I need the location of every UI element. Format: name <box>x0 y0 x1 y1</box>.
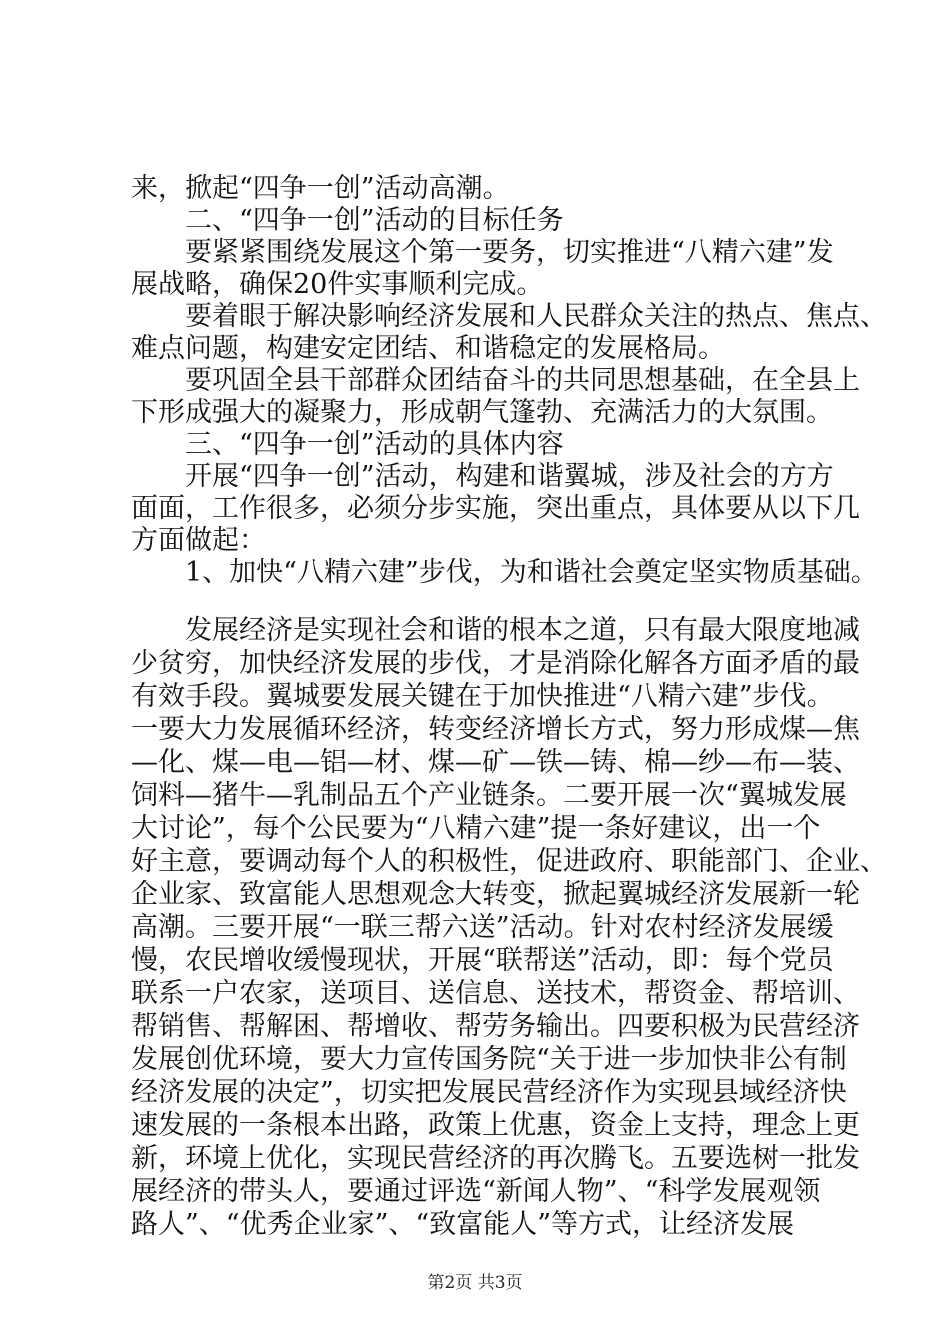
text-line: 展战略，确保20件实事顺利完成。 <box>131 269 544 300</box>
text-line: —化、煤—电—铝—材、煤—矿—铁—铸、棉—纱—布—装、 <box>131 747 860 778</box>
text-line: 下形成强大的凝聚力，形成朝气篷勃、充满活力的大氛围。 <box>131 397 833 428</box>
text-line: 开展“四争一创”活动，构建和谐翼城，涉及社会的方方 <box>131 461 834 492</box>
text-line: 要巩固全县干部群众团结奋斗的共同思想基础，在全县上 <box>131 365 860 396</box>
text-line: 难点问题，构建安定团结、和谐稳定的发展格局。 <box>131 333 725 364</box>
text-line: 面面，工作很多，必须分步实施，突出重点，具体要从以下几 <box>131 493 860 524</box>
section-heading: 三、“四争一创”活动的具体内容 <box>131 429 564 460</box>
text-line: 帮销售、帮解困、帮增收、帮劳务输出。四要积极为民营经济 <box>131 1011 860 1042</box>
text-line: 饲料—猪牛—乳制品五个产业链条。二要开展一次“翼城发展 <box>131 780 847 811</box>
text-line: 好主意，要调动每个人的积极性，促进政府、职能部门、企业、 <box>131 846 887 877</box>
text-line: 一要大力发展循环经济，转变经济增长方式，努力形成煤—焦 <box>131 714 860 745</box>
text-line: 企业家、致富能人思想观念大转变，掀起翼城经济发展新一轮 <box>131 879 860 910</box>
text-line: 新，环境上优化，实现民营经济的再次腾飞。五要选树一批发 <box>131 1143 860 1174</box>
text-line: 要着眼于解决影响经济发展和人民群众关注的热点、焦点、 <box>131 301 887 332</box>
text-line: 高潮。三要开展“一联三帮六送”活动。针对农村经济发展缓 <box>131 912 834 943</box>
text-line: 来，掀起“四争一创”活动高潮。 <box>131 173 510 204</box>
text-line: 速发展的一条根本出路，政策上优惠，资金上支持，理念上更 <box>131 1110 860 1141</box>
text-line: 大讨论”，每个公民要为“八精六建”提一条好建议，出一个 <box>131 813 821 844</box>
text-line: 联系一户农家，送项目、送信息、送技术，帮资金、帮培训、 <box>131 978 860 1009</box>
text-line: 少贫穷，加快经济发展的步伐，才是消除化解各方面矛盾的最 <box>131 648 860 679</box>
page-number-footer: 第2页 共3页 <box>427 1273 523 1293</box>
text-line: 有效手段。翼城要发展关键在于加快推进“八精六建”步伐。 <box>131 681 834 712</box>
text-line: 发展创优环境，要大力宣传国务院“关于进一步加快非公有制 <box>131 1044 847 1075</box>
text-line: 慢，农民增收缓慢现状，开展“联帮送”活动，即：每个党员 <box>131 945 834 976</box>
subsection-heading: 1、加快“八精六建”步伐，为和谐社会奠定坚实物质基础。 <box>131 557 878 588</box>
section-heading: 二、“四争一创”活动的目标任务 <box>131 205 564 236</box>
text-line: 经济发展的决定”，切实把发展民营经济作为实现县域经济快 <box>131 1077 847 1108</box>
text-line: 发展经济是实现社会和谐的根本之道，只有最大限度地减 <box>131 615 860 646</box>
text-line: 要紧紧围绕发展这个第一要务，切实推进“八精六建”发 <box>131 237 834 268</box>
text-line: 路人”、“优秀企业家”、“致富能人”等方式，让经济发展 <box>131 1209 795 1240</box>
text-line: 方面做起： <box>131 525 266 556</box>
text-line: 展经济的带头人，要通过评选“新闻人物”、“科学发展观领 <box>131 1176 821 1207</box>
